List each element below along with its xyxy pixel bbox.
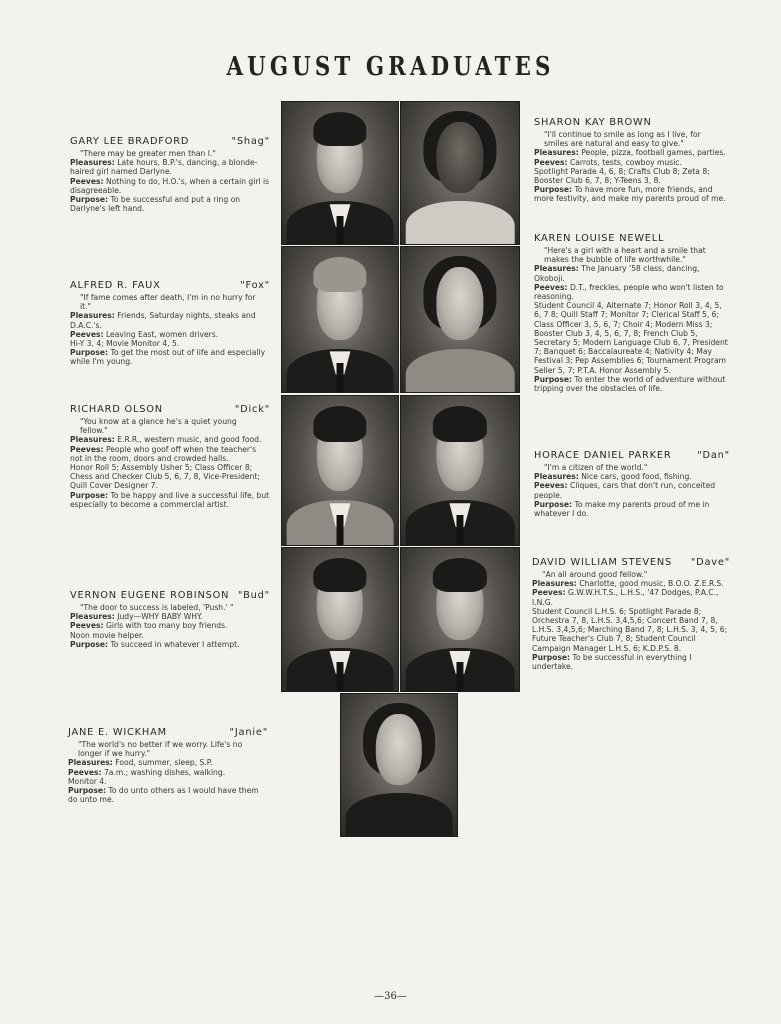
peeves-text: G.W.W.H.T.S., L.H.S., '47 Dodges, P.A.C., I.N.G.: [532, 588, 719, 607]
student-name: RICHARD OLSON: [70, 404, 163, 415]
pleasures-text: E.R.R., western music, and good food.: [117, 435, 262, 445]
pleasures-label: Pleasures:: [534, 264, 579, 274]
purpose-label: Purpose:: [70, 639, 109, 649]
pleasures-text: Friends, Saturday nights, steaks and D.A.C.'s.: [70, 311, 256, 330]
student-name: GARY LEE BRADFORD: [70, 136, 190, 147]
purpose-label: Purpose:: [534, 499, 573, 509]
purpose-text: To be successful in everything I undertake.: [532, 652, 692, 672]
student-quote: "I'm a citizen of the world.": [544, 463, 648, 472]
peeves-text: Carrots, tests, cowboy music.: [569, 157, 682, 167]
purpose-label: Purpose:: [534, 374, 573, 384]
bio-stevens: [532, 557, 730, 671]
pleasures-label: Pleasures:: [70, 158, 115, 168]
pleasures-text: Food, summer, sleep, S.P.: [115, 758, 213, 768]
peeves-text: Nothing to do, H.O.'s, when a certain girl is disagreeable.: [70, 176, 270, 195]
purpose-label: Purpose:: [532, 652, 571, 662]
peeves-text: 7a.m.; washing dishes, walking.: [103, 767, 226, 777]
pleasures-label: Pleasures:: [70, 435, 115, 445]
page-title: AUGUST GRADUATES: [226, 52, 555, 82]
activities-text: Student Council 4, Alternate 7; Honor Roll 3, 4, 5, 6, 7 8; Quill Staff 7; Monitor 7; Clerical Staff 5, 6; Class Officer 3, 5, 6, 7; Choir 4; Modern Miss 3; Booster Club 3, 4, 5, 6, 7, 8; French Club 5, Secretary 5; Modern Language Club 6, 7, President 7; Banquet 6; Baccalaureate 4; Nativity 4; May Festival 3; Pep Assemblies 6; Tournament Program Seller 5, 7; P.T.A. Honor Assembly 5.: [534, 301, 728, 375]
portrait-faux: [281, 246, 399, 393]
activities-text: Honor Roll 5; Assembly Usher 5; Class Officer 8; Chess and Checker Club 5, 6, 7, 8, Vice-President; Quill Cover Designer 7.: [70, 463, 260, 491]
student-nickname: "Dan": [697, 450, 730, 461]
pleasures-text: Judy—WHY BABY WHY.: [117, 612, 203, 622]
bio-bradford: [70, 136, 270, 213]
student-name: DAVID WILLIAM STEVENS: [532, 557, 672, 568]
peeves-text: Cliques, cars that don't run, conceited people.: [534, 481, 716, 500]
portrait-olson: [281, 395, 399, 546]
pleasures-label: Pleasures:: [70, 612, 115, 622]
pleasures-label: Pleasures:: [534, 148, 579, 158]
student-nickname: "Bud": [237, 590, 270, 601]
student-name: VERNON EUGENE ROBINSON: [70, 590, 230, 601]
bio-brown: [534, 117, 730, 204]
student-name: JANE E. WICKHAM: [68, 727, 167, 738]
bio-robinson: [70, 590, 270, 649]
portrait-newell: [400, 246, 520, 393]
purpose-text: To succeed in whatever I attempt.: [110, 639, 240, 649]
pleasures-label: Pleasures:: [70, 311, 115, 321]
portrait-parker: [400, 395, 520, 546]
student-nickname: "Dave": [690, 557, 730, 568]
portrait-wickham: [340, 693, 458, 837]
pleasures-label: Pleasures:: [68, 758, 113, 768]
portrait-brown: [400, 101, 520, 245]
peeves-text: People who goof off when the teacher's not in the room, doors and crowded halls.: [70, 444, 257, 463]
purpose-text: To do unto others as I would have them do unto me.: [68, 786, 259, 805]
purpose-text: To have more fun, more friends, and more festivity, and make my parents proud of me.: [534, 185, 726, 204]
purpose-label: Purpose:: [70, 490, 109, 500]
peeves-text: D.T., freckles, people who won't listen to reasoning.: [534, 282, 724, 302]
purpose-label: Purpose:: [70, 348, 109, 358]
peeves-label: Peeves:: [532, 588, 566, 598]
student-name: KAREN LOUISE NEWELL: [534, 233, 665, 244]
student-quote: "There may be greater men than I.": [80, 149, 216, 158]
peeves-label: Peeves:: [70, 621, 104, 631]
bio-newell: [534, 233, 730, 393]
student-quote: "If fame comes after death, I'm in no hurry for it.": [80, 293, 256, 312]
student-quote: "I'll continue to smile as long as I live, for smiles are natural and easy to give.": [544, 130, 701, 149]
purpose-text: To get the most out of life and especially while I'm young.: [70, 348, 266, 367]
peeves-label: Peeves:: [70, 444, 104, 454]
peeves-label: Peeves:: [70, 329, 104, 339]
purpose-label: Purpose:: [534, 185, 573, 195]
student-nickname: "Shag": [231, 136, 270, 147]
pleasures-text: Late hours, B.P.'s, dancing, a blonde-haired girl named Darlyne.: [70, 158, 258, 177]
bio-faux: [70, 280, 270, 367]
peeves-label: Peeves:: [534, 481, 568, 491]
activities-text: Spotlight Parade 4, 6, 8; Crafts Club 8; Zeta 8; Booster Club 6, 7, 8; Y-Teens 3, 8.: [534, 166, 710, 186]
portrait-stevens: [400, 547, 520, 692]
student-nickname: "Janie": [229, 727, 268, 738]
purpose-label: Purpose:: [70, 195, 109, 205]
student-nickname: "Dick": [234, 404, 270, 415]
pleasures-text: Charlotte, good music, B.O.O. Z.E.R.S.: [579, 579, 724, 589]
bio-parker: [534, 450, 730, 518]
bio-olson: [70, 404, 270, 509]
portrait-bradford: [281, 101, 399, 245]
peeves-label: Peeves:: [68, 767, 102, 777]
pleasures-text: Nice cars, good food, fishing.: [581, 472, 692, 482]
student-quote: "The door to success is labeled, 'Push.' ": [80, 603, 234, 612]
student-quote: "You know at a glance he's a quiet young fellow.": [80, 417, 237, 436]
pleasures-text: The January '58 class, dancing, Okoboji.: [534, 264, 700, 283]
peeves-label: Peeves:: [534, 282, 568, 292]
purpose-text: To be happy and live a successful life, but especially to become a commercial artist.: [70, 490, 270, 509]
bio-wickham: [68, 727, 268, 804]
student-name: HORACE DANIEL PARKER: [534, 450, 672, 461]
pleasures-label: Pleasures:: [532, 579, 577, 589]
activities-text: Hi-Y 3, 4; Movie Monitor 4, 5.: [70, 339, 180, 349]
student-name: SHARON KAY BROWN: [534, 117, 652, 128]
purpose-text: To be successful and put a ring on Darlyne's left hand.: [70, 195, 241, 214]
student-quote: "An all around good fellow.": [542, 570, 648, 579]
student-quote: "The world's no better if we worry. Life's no longer if we hurry.": [78, 740, 243, 759]
peeves-text: Girls with too many boy friends.: [105, 621, 228, 631]
peeves-text: Leaving East, women drivers.: [105, 329, 219, 339]
student-quote: "Here's a girl with a heart and a smile that makes the bubble of life worthwhile.": [544, 246, 706, 265]
peeves-label: Peeves:: [70, 176, 104, 186]
pleasures-text: People, pizza, football games, parties.: [581, 148, 726, 158]
pleasures-label: Pleasures:: [534, 472, 579, 482]
purpose-text: To enter the world of adventure without tripping over the obstacles of life.: [534, 374, 726, 394]
purpose-text: To make my parents proud of me in whatever I do.: [534, 499, 710, 519]
purpose-label: Purpose:: [68, 786, 107, 796]
portrait-robinson: [281, 547, 399, 692]
activities-text: Student Council L.H.S. 6; Spotlight Parade 8; Orchestra 7, 8, L.H.S. 3,4,5,6; Concert Band 7, 8, L.H.S. 3,4,5,6; Marching Band 7, 8; L.H.S. 3, 4, 5, 6; Future Teacher's Club 7, 8; Student Council Campaign Manager L.H.S. 6; K.D.P.S. 8.: [532, 606, 728, 653]
page-number: —36—: [374, 991, 407, 1002]
student-nickname: "Fox": [240, 280, 270, 291]
student-name: ALFRED R. FAUX: [70, 280, 161, 291]
peeves-label: Peeves:: [534, 157, 568, 167]
activities-text: Noon movie helper.: [70, 630, 144, 640]
activities-text: Monitor 4.: [68, 776, 107, 786]
